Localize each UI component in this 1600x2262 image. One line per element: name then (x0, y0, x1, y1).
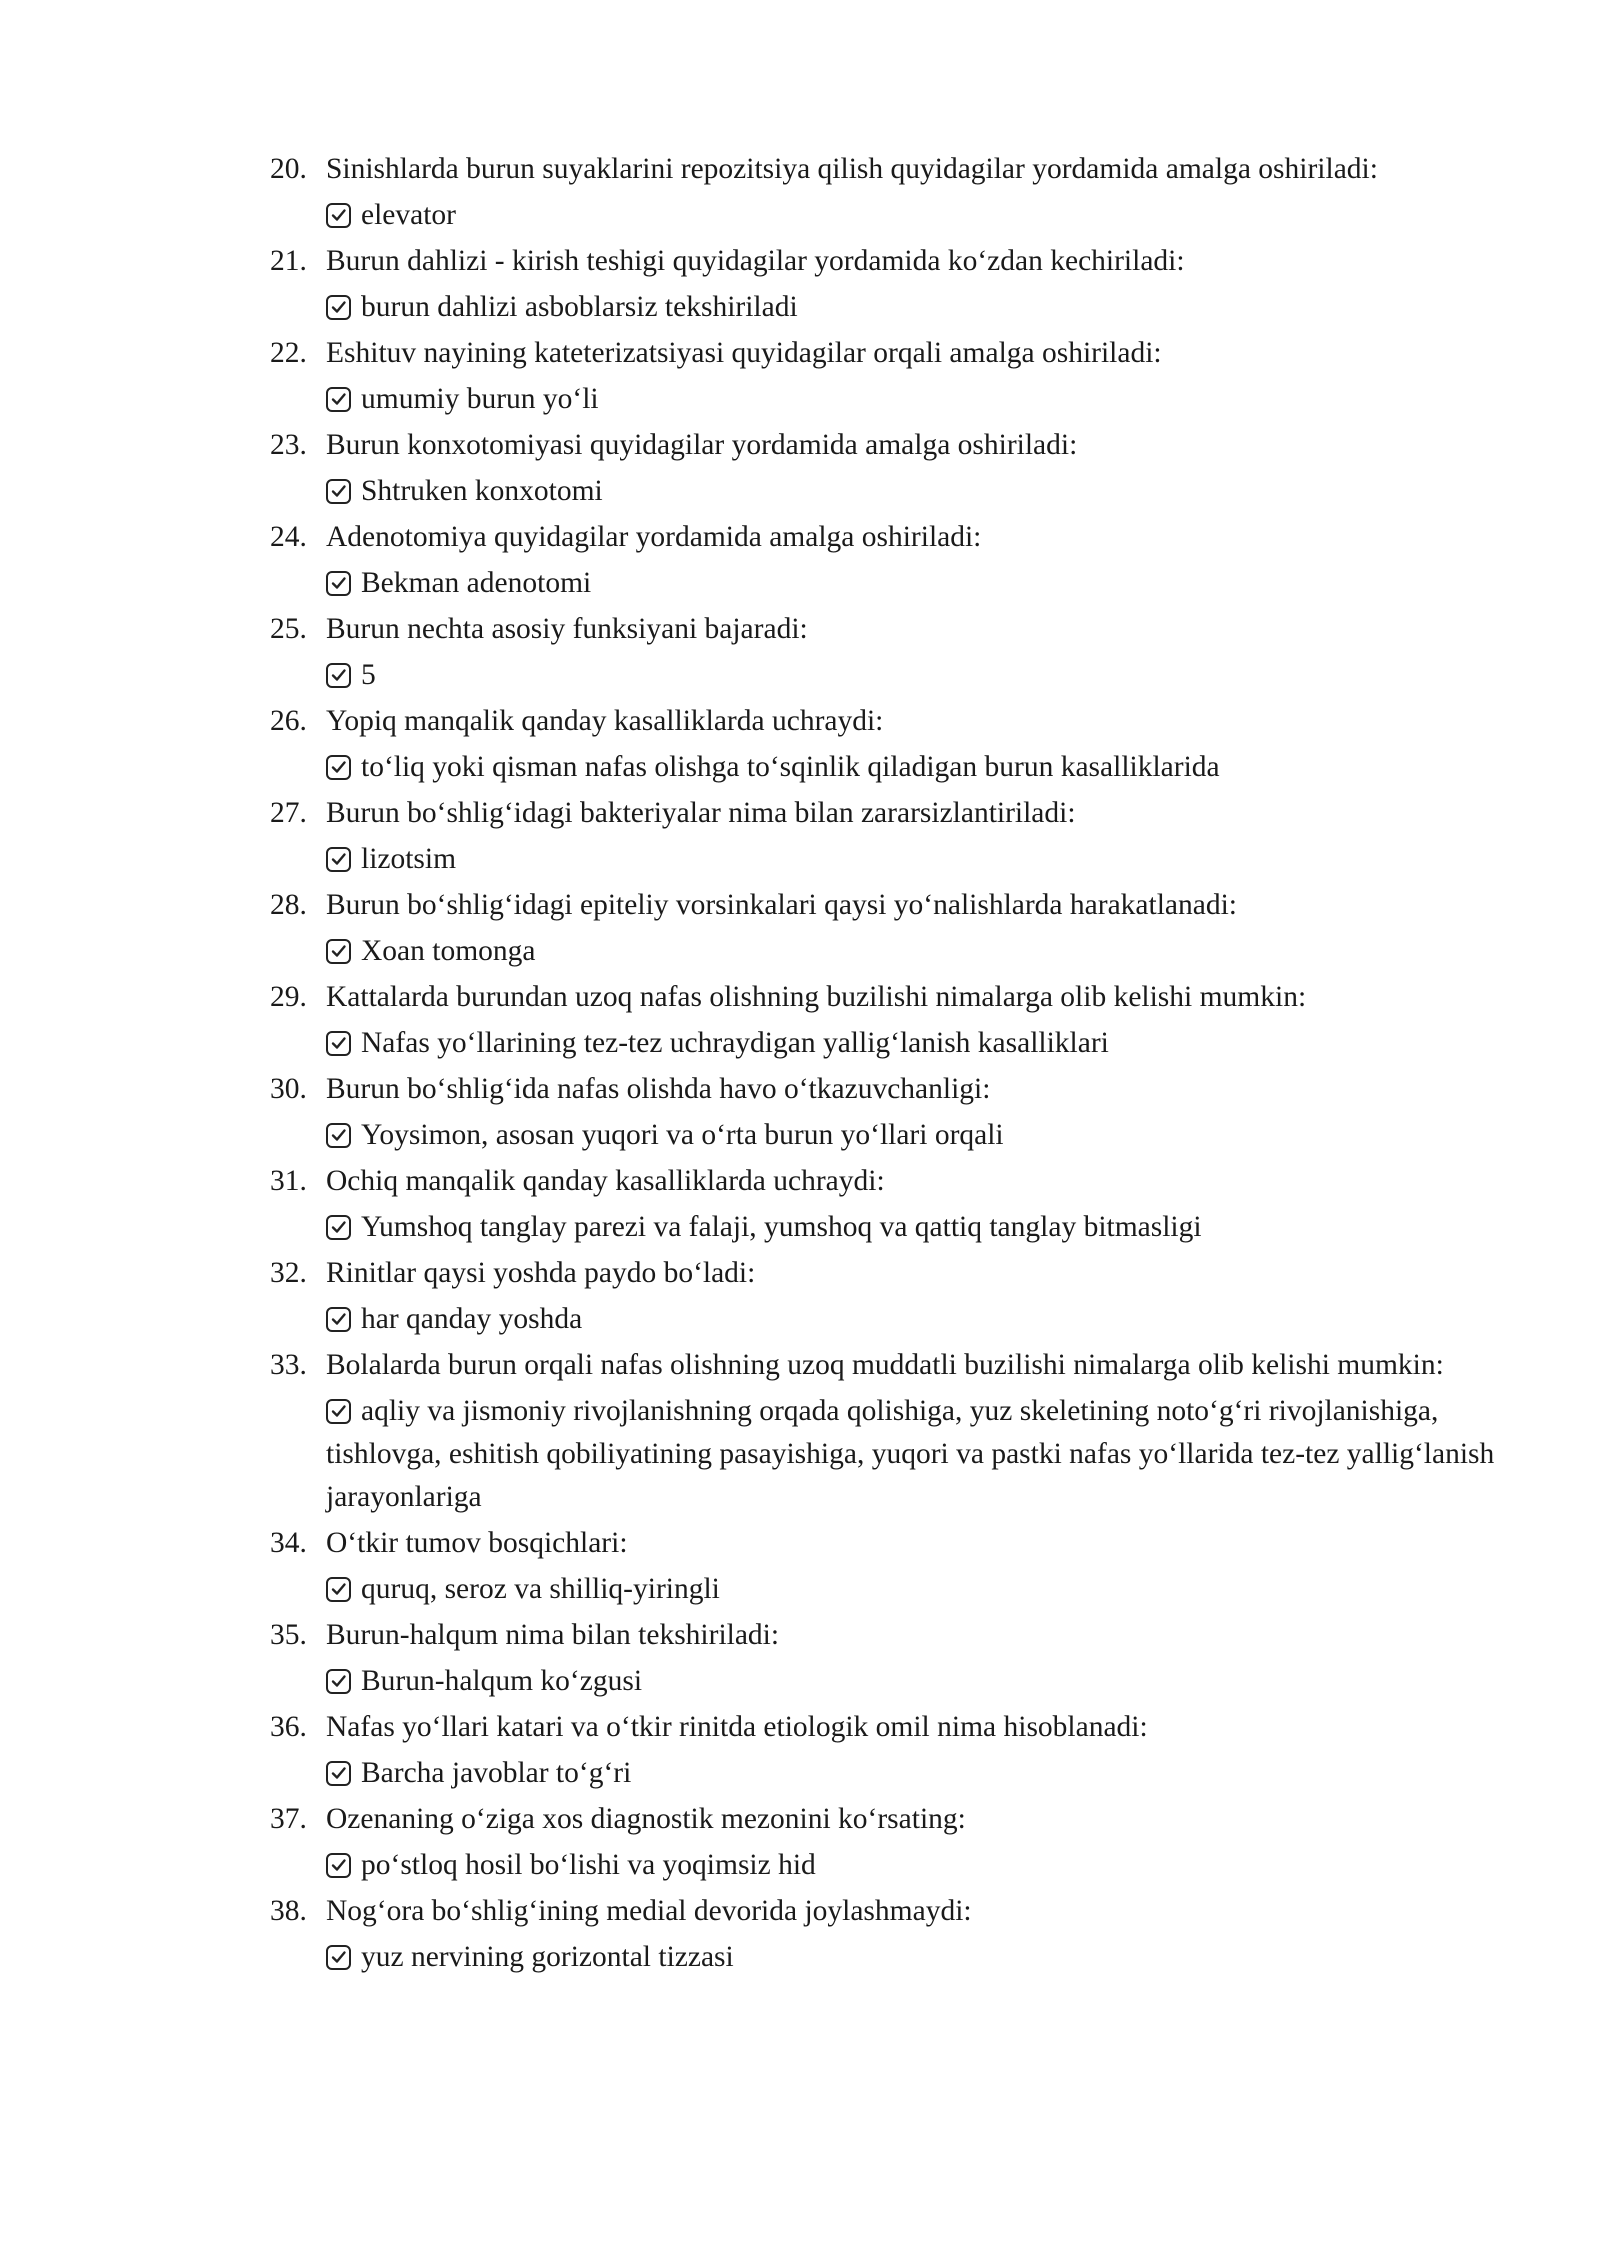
answer (270, 838, 1510, 881)
checkbox-checked-icon (326, 663, 351, 688)
answer-text: Yoysimon, asosan yuqori va o‘rta burun yo‘llari orqali (361, 1119, 1004, 1151)
answer-text: burun dahlizi asboblarsiz tekshiriladi (361, 291, 798, 323)
question-number: 21. (270, 245, 307, 277)
checkbox-checked-icon (326, 847, 351, 872)
question-text: Burun-halqum nima bilan tekshiriladi: (326, 1619, 780, 1651)
question-text: Rinitlar qaysi yoshda paydo bo‘ladi: (326, 1257, 756, 1289)
answer-text: Nafas yo‘llarining tez-tez uchraydigan yallig‘lanish kasalliklari (361, 1027, 1109, 1059)
answer-text: quruq, seroz va shilliq-yiringli (361, 1573, 720, 1605)
question-item (270, 332, 1510, 421)
answer-text: Burun-halqum ko‘zgusi (361, 1665, 643, 1697)
answer (270, 1660, 1510, 1703)
question-item (270, 1890, 1510, 1979)
question-item (270, 1252, 1510, 1341)
question-item (270, 792, 1510, 881)
question (270, 700, 1510, 743)
answer (270, 1936, 1510, 1979)
answer (270, 286, 1510, 329)
question-number: 36. (270, 1711, 307, 1743)
question-text: Nafas yo‘llari katari va o‘tkir rinitda etiologik omil nima hisoblanadi: (326, 1711, 1148, 1743)
question (270, 1252, 1510, 1295)
question (270, 1890, 1510, 1933)
question-text: Yopiq manqalik qanday kasalliklarda uchraydi: (326, 705, 884, 737)
answer (270, 1114, 1510, 1157)
checkbox-checked-icon (326, 295, 351, 320)
answer (270, 1022, 1510, 1065)
question-text: Ochiq manqalik qanday kasalliklarda uchraydi: (326, 1165, 885, 1197)
question (270, 240, 1510, 283)
answer-text: Xoan tomonga (361, 935, 536, 967)
question-number: 27. (270, 797, 307, 829)
question-item (270, 516, 1510, 605)
question-item (270, 424, 1510, 513)
question-number: 25. (270, 613, 307, 645)
answer-text: elevator (361, 199, 456, 231)
question-text: Adenotomiya quyidagilar yordamida amalga oshiriladi: (326, 521, 982, 553)
question-number: 29. (270, 981, 307, 1013)
question-text: Sinishlarda burun suyaklarini repozitsiya qilish quyidagilar yordamida amalga oshiriladi: (326, 153, 1378, 185)
question-text: Nog‘ora bo‘shlig‘ining medial devorida joylashmaydi: (326, 1895, 972, 1927)
question-number: 37. (270, 1803, 307, 1835)
answer-text: Shtruken konxotomi (361, 475, 603, 507)
question-number: 35. (270, 1619, 307, 1651)
question-item (270, 1344, 1510, 1519)
question-number: 24. (270, 521, 307, 553)
question-text: Burun nechta asosiy funksiyani bajaradi: (326, 613, 808, 645)
question-number: 31. (270, 1165, 307, 1197)
question-text: Burun bo‘shlig‘idagi epiteliy vorsinkalari qaysi yo‘nalishlarda harakatlanadi: (326, 889, 1237, 921)
answer (270, 1844, 1510, 1887)
checkbox-checked-icon (326, 1577, 351, 1602)
question (270, 1522, 1510, 1565)
answer (270, 378, 1510, 421)
question-text: Bolalarda burun orqali nafas olishning uzoq muddatli buzilishi nimalarga olib kelishi mumkin: (326, 1349, 1444, 1381)
question-number: 20. (270, 153, 307, 185)
question-item (270, 1068, 1510, 1157)
question-number: 33. (270, 1349, 307, 1381)
checkbox-checked-icon (326, 1761, 351, 1786)
question-text: Burun dahlizi - kirish teshigi quyidagilar yordamida ko‘zdan kechiriladi: (326, 245, 1185, 277)
answer-text: Bekman adenotomi (361, 567, 592, 599)
question-text: Burun konxotomiyasi quyidagilar yordamida amalga oshiriladi: (326, 429, 1078, 461)
answer-text: aqliy va jismoniy rivojlanishning orqada qolishiga, yuz skeletining noto‘g‘ri rivojlanishiga, tishlovga, eshitish qobiliyatining pasayishiga, yuqori va pastki nafas yo‘llarida tez-tez yallig‘lanish jarayonlariga (326, 1395, 1495, 1513)
checkbox-checked-icon (326, 1307, 351, 1332)
question-item (270, 148, 1510, 237)
question (270, 1706, 1510, 1749)
checkbox-checked-icon (326, 1669, 351, 1694)
question-text: Eshituv nayining kateterizatsiyasi quyidagilar orqali amalga oshiriladi: (326, 337, 1162, 369)
question (270, 332, 1510, 375)
question (270, 516, 1510, 559)
question (270, 1344, 1510, 1387)
checkbox-checked-icon (326, 387, 351, 412)
answer (270, 930, 1510, 973)
question-item (270, 1614, 1510, 1703)
question-number: 23. (270, 429, 307, 461)
question-number: 38. (270, 1895, 307, 1927)
question-item (270, 1160, 1510, 1249)
question-item (270, 884, 1510, 973)
checkbox-checked-icon (326, 1945, 351, 1970)
question-number: 34. (270, 1527, 307, 1559)
answer-text: lizotsim (361, 843, 457, 875)
question (270, 1160, 1510, 1203)
question-item (270, 240, 1510, 329)
answer-text: to‘liq yoki qisman nafas olishga to‘sqinlik qiladigan burun kasalliklarida (361, 751, 1220, 783)
checkbox-checked-icon (326, 939, 351, 964)
checkbox-checked-icon (326, 755, 351, 780)
question (270, 976, 1510, 1019)
question-text: Ozenaning o‘ziga xos diagnostik mezonini ko‘rsating: (326, 1803, 966, 1835)
question-number: 32. (270, 1257, 307, 1289)
question-item (270, 1798, 1510, 1887)
question-text: O‘tkir tumov bosqichlari: (326, 1527, 628, 1559)
answer-text: Yumshoq tanglay parezi va falaji, yumshoq va qattiq tanglay bitmasligi (361, 1211, 1202, 1243)
question (270, 1798, 1510, 1841)
question (270, 1068, 1510, 1111)
question-number: 28. (270, 889, 307, 921)
checkbox-checked-icon (326, 1399, 351, 1424)
answer-text: po‘stloq hosil bo‘lishi va yoqimsiz hid (361, 1849, 816, 1881)
checkbox-checked-icon (326, 1215, 351, 1240)
question-item (270, 700, 1510, 789)
answer (270, 470, 1510, 513)
question-number: 22. (270, 337, 307, 369)
checkbox-checked-icon (326, 571, 351, 596)
question-item (270, 1522, 1510, 1611)
answer-text: har qanday yoshda (361, 1303, 583, 1335)
question (270, 608, 1510, 651)
question-item (270, 1706, 1510, 1795)
answer (270, 1568, 1510, 1611)
answer-text: 5 (361, 659, 376, 691)
checkbox-checked-icon (326, 1123, 351, 1148)
question-item (270, 608, 1510, 697)
question-text: Burun bo‘shlig‘ida nafas olishda havo o‘tkazuvchanligi: (326, 1073, 991, 1105)
checkbox-checked-icon (326, 479, 351, 504)
question-list (270, 148, 1510, 1982)
answer (270, 1390, 1510, 1519)
question (270, 884, 1510, 927)
answer-text: umumiy burun yo‘li (361, 383, 599, 415)
answer (270, 1298, 1510, 1341)
question (270, 792, 1510, 835)
question-text: Kattalarda burundan uzoq nafas olishning buzilishi nimalarga olib kelishi mumkin: (326, 981, 1307, 1013)
answer (270, 746, 1510, 789)
answer (270, 1206, 1510, 1249)
question-number: 30. (270, 1073, 307, 1105)
question-number: 26. (270, 705, 307, 737)
answer (270, 654, 1510, 697)
answer (270, 1752, 1510, 1795)
checkbox-checked-icon (326, 1031, 351, 1056)
checkbox-checked-icon (326, 203, 351, 228)
answer-text: Barcha javoblar to‘g‘ri (361, 1757, 632, 1789)
checkbox-checked-icon (326, 1853, 351, 1878)
question (270, 1614, 1510, 1657)
question-item (270, 976, 1510, 1065)
answer-text: yuz nervining gorizontal tizzasi (361, 1941, 734, 1973)
question (270, 424, 1510, 467)
question-text: Burun bo‘shlig‘idagi bakteriyalar nima bilan zararsizlantiriladi: (326, 797, 1076, 829)
answer (270, 562, 1510, 605)
question (270, 148, 1510, 191)
answer (270, 194, 1510, 237)
